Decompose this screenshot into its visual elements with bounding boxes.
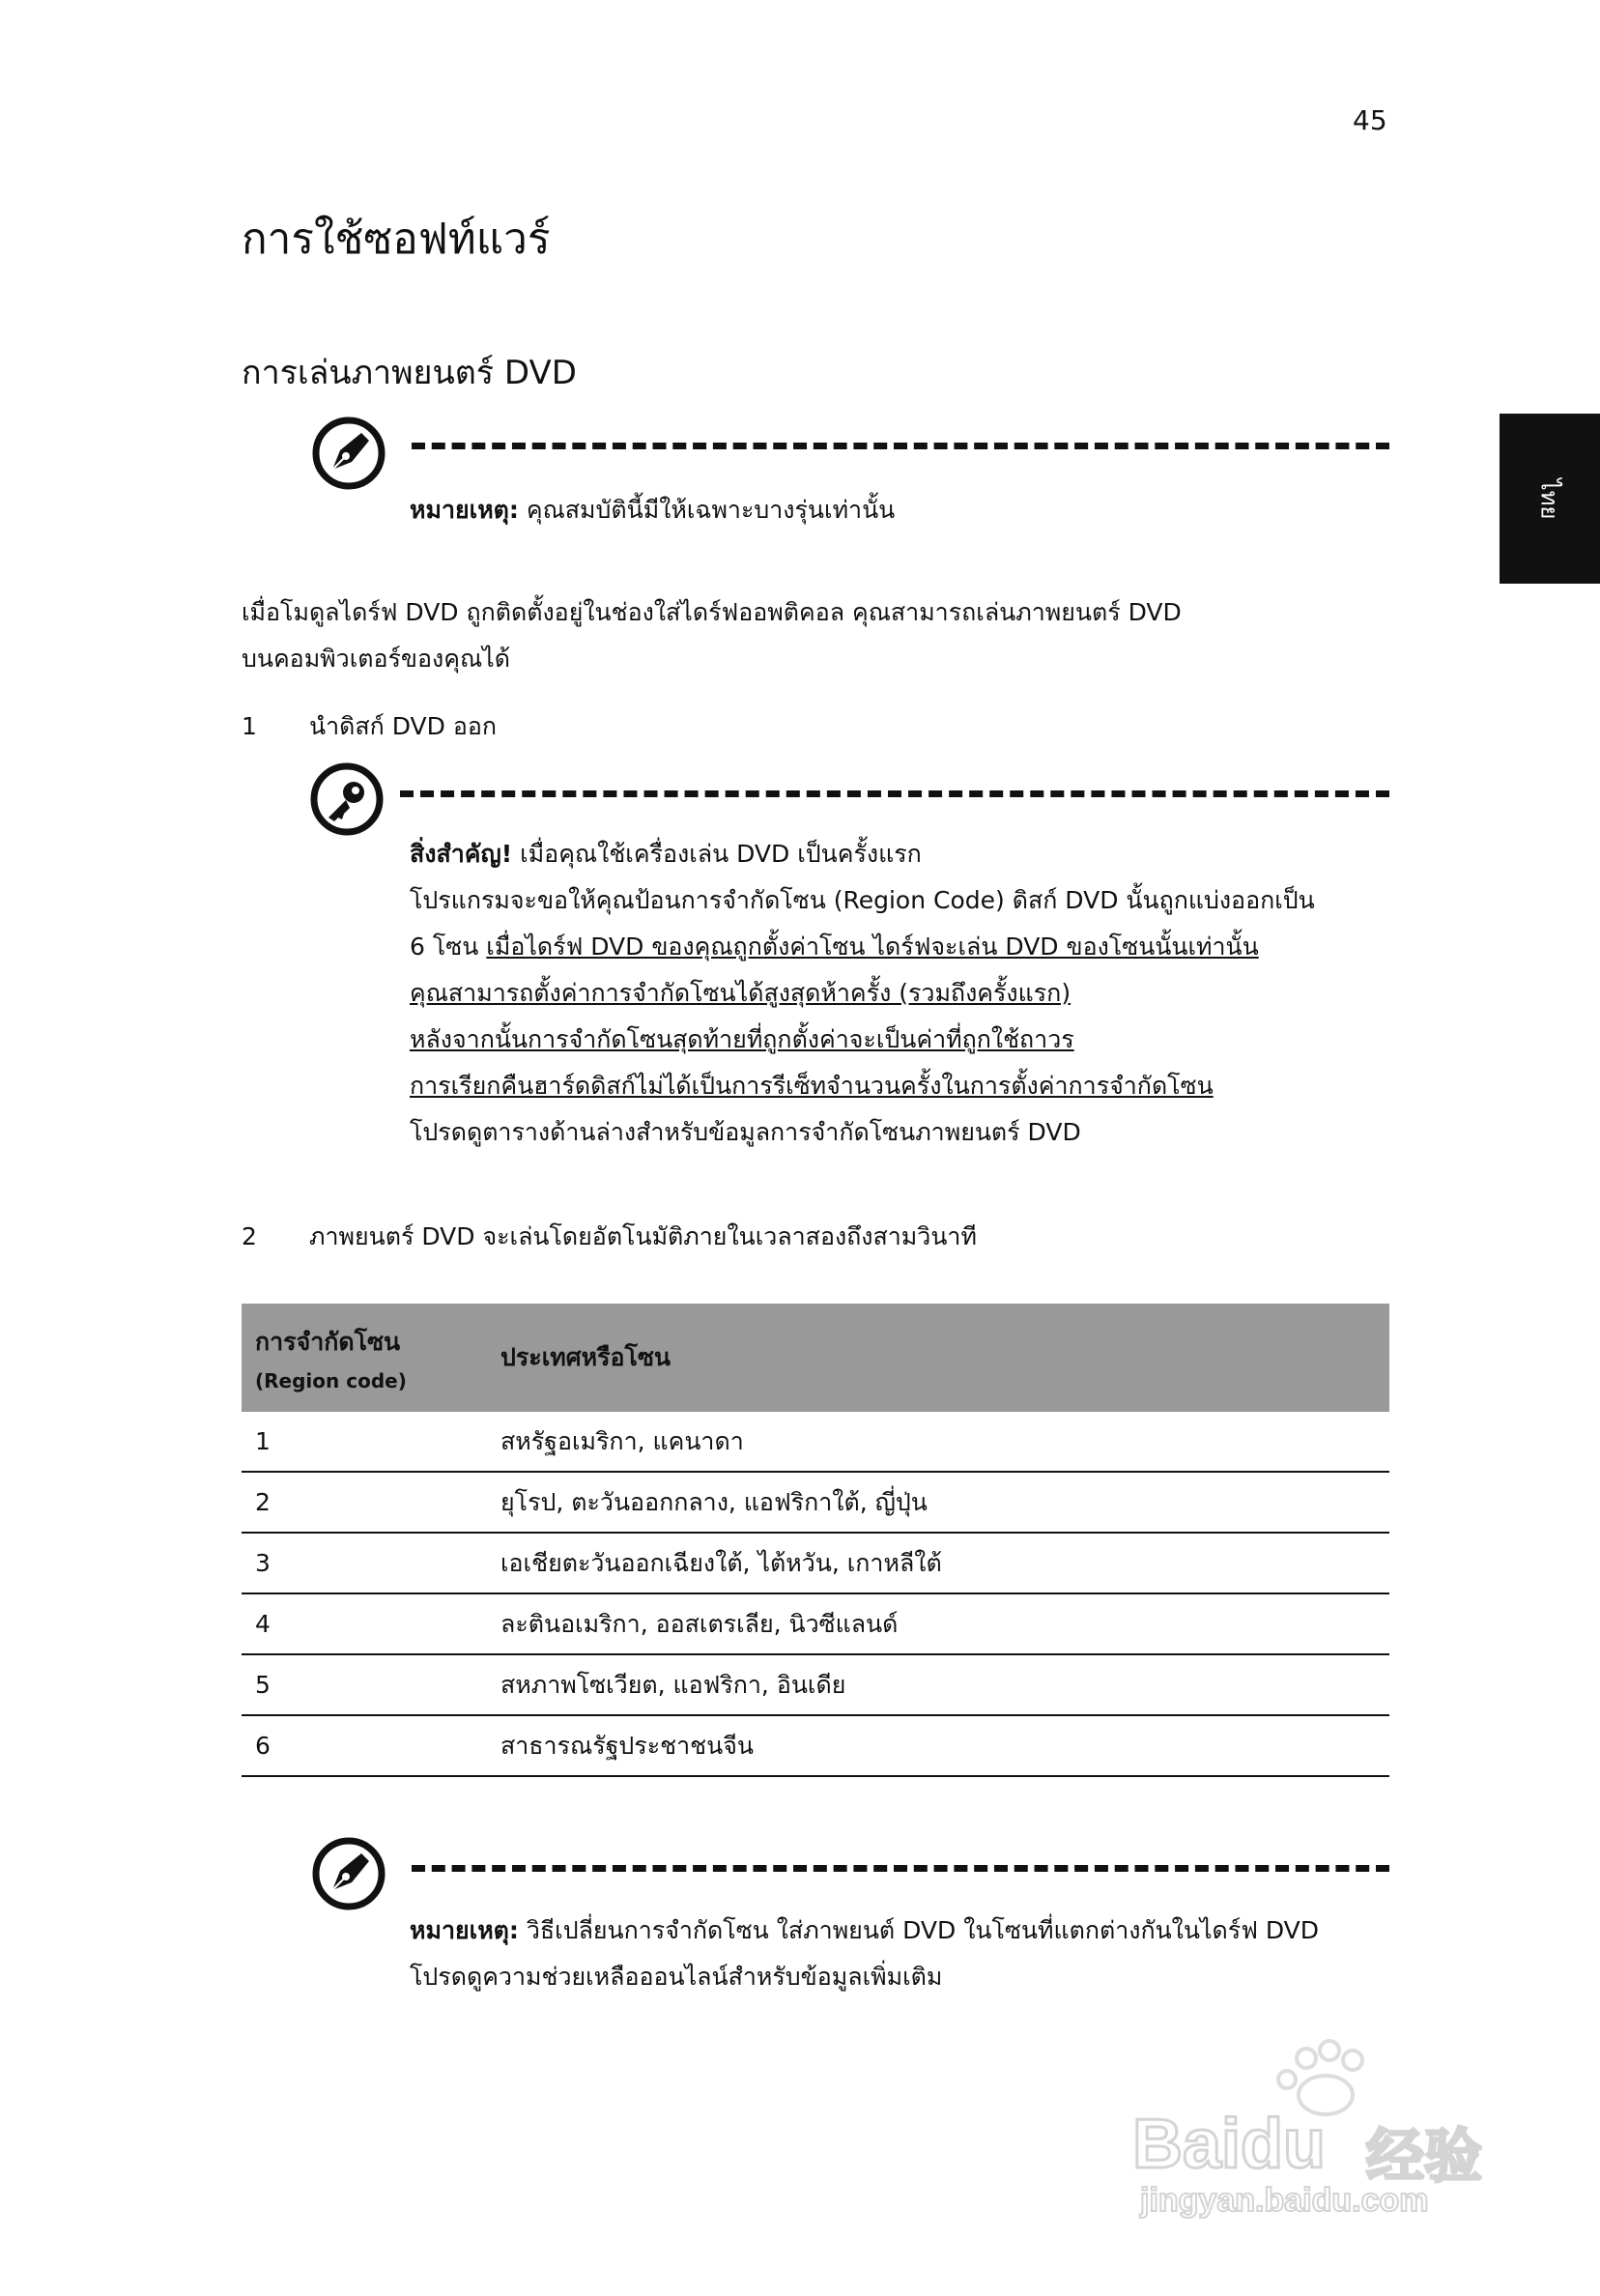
note-label: หมายเหตุ: (410, 496, 519, 524)
region-code-cell: 4 (242, 1593, 487, 1654)
header-region-code: การจำกัดโซน (Region code) (242, 1304, 487, 1412)
important-line-4: คุณสามารถตั้งค่าการจำกัดโซนได้สูงสุดห้าครั้ง (รวมถึงครั้งแรก) (410, 979, 1071, 1007)
step-number: 1 (242, 712, 257, 740)
region-code-cell: 1 (242, 1412, 487, 1472)
header-region-code-sub: (Region code) (255, 1369, 407, 1392)
table-row (242, 1654, 1389, 1715)
page-number: 45 (1353, 104, 1387, 136)
region-code-cell: 2 (242, 1472, 487, 1533)
table-row (242, 1533, 1389, 1593)
important-line-2: โปรแกรมจะขอให้คุณป้อนการจำกัดโซน (Region Code) ดิสก์ DVD นั้นถูกแบ่งออกเป็น (410, 886, 1315, 914)
region-code-cell: 3 (242, 1533, 487, 1593)
table-row (242, 1472, 1389, 1533)
watermark-url: jingyan.baidu.com (1140, 2182, 1429, 2219)
table-row (242, 1593, 1389, 1654)
note-divider (412, 1865, 1389, 1872)
important-line-6: การเรียกคืนฮาร์ดดิสก์ไม่ได้เป็นการรีเซ็ทจำนวนครั้งในการตั้งค่าการจำกัดโซน (410, 1072, 1214, 1100)
intro-line-1: เมื่อโมดูลไดร์ฟ DVD ถูกติดตั้งอยู่ในช่องใส่ไดร์ฟออพติคอล คุณสามารถเล่นภาพยนตร์ DVD (242, 598, 1182, 626)
baidu-watermark (1132, 2037, 1500, 2221)
step-number: 2 (242, 1222, 257, 1250)
region-code-table (242, 1304, 1389, 1777)
note-divider (412, 443, 1389, 449)
step-text: ภาพยนตร์ DVD จะเล่นโดยอัตโนมัติภายในเวลาสองถึงสามวินาที (309, 1222, 977, 1250)
section-title: การเล่นภาพยนตร์ DVD (242, 354, 577, 392)
step-item (242, 703, 1208, 750)
watermark-brand: Baidu (1132, 2106, 1327, 2183)
important-line-7: โปรดดูตารางด้านล่างสำหรับข้อมูลการจำกัดโซนภาพยนตร์ DVD (410, 1118, 1081, 1146)
region-code-cell: 6 (242, 1715, 487, 1776)
region-name-cell: สหภาพโซเวียต, แอฟริกา, อินเดีย (487, 1654, 1389, 1715)
note-text (410, 487, 895, 533)
region-code-cell: 5 (242, 1654, 487, 1715)
language-tab-label: ไทย (1535, 478, 1563, 519)
note-body: คุณสมบัตินี้มีให้เฉพาะบางรุ่นเท่านั้น (526, 496, 896, 524)
note-pen-icon (311, 1836, 386, 1915)
note-label: หมายเหตุ: (410, 1916, 519, 1944)
step-item (242, 1214, 1304, 1260)
important-line-1: สิ่งสำคัญ! เมื่อคุณใช้เครื่องเล่น DVD เป็นครั้งแรก (410, 840, 922, 868)
region-name-cell: สาธารณรัฐประชาชนจีน (487, 1715, 1389, 1776)
region-name-cell: สหรัฐอเมริกา, แคนาดา (487, 1412, 1389, 1472)
important-line-5: หลังจากนั้นการจำกัดโซนสุดท้ายที่ถูกตั้งค่าจะเป็นค่าที่ถูกใช้ถาวร (410, 1025, 1074, 1053)
note-text: หมายเหตุ: วิธีเปลี่ยนการจำกัดโซน ใส่ภาพยนต์ DVD ในโซนที่แตกต่างกันในไดร์ฟ DVD โปรดดูความช่วยเหลือออนไลน์สำหรับข้อมูลเพิ่มเติม (410, 1908, 1319, 2000)
table-header-row (242, 1304, 1389, 1412)
important-line-3: 6 โซน เมื่อไดร์ฟ DVD ของคุณถูกตั้งค่าโซน ไดร์ฟจะเล่น DVD ของโซนนั้นเท่านั้น (410, 933, 1259, 961)
important-label: สิ่งสำคัญ! (410, 840, 513, 868)
table-row (242, 1715, 1389, 1776)
step-text: นำดิสก์ DVD ออก (309, 712, 497, 740)
page-title: การใช้ซอฟท์แวร์ (242, 215, 551, 264)
note-line-2: โปรดดูความช่วยเหลือออนไลน์สำหรับข้อมูลเพิ่มเติม (410, 1963, 943, 1991)
region-name-cell: ละตินอเมริกา, ออสเตรเลีย, นิวซีแลนด์ (487, 1593, 1389, 1654)
table-row (242, 1412, 1389, 1472)
important-divider (400, 790, 1389, 797)
header-country-or-zone: ประเทศหรือโซน (487, 1304, 1389, 1412)
language-tab (1500, 414, 1600, 584)
key-icon (309, 761, 385, 841)
region-name-cell: เอเชียตะวันออกเฉียงใต้, ไต้หวัน, เกาหลีใต้ (487, 1533, 1389, 1593)
important-box (410, 831, 1315, 1156)
note-pen-icon (311, 416, 386, 495)
intro-line-2: บนคอมพิวเตอร์ของคุณได้ (242, 645, 510, 673)
watermark-cn: 经验 (1366, 2123, 1482, 2191)
region-name-cell: ยุโรป, ตะวันออกกลาง, แอฟริกาใต้, ญี่ปุ่น (487, 1472, 1389, 1533)
